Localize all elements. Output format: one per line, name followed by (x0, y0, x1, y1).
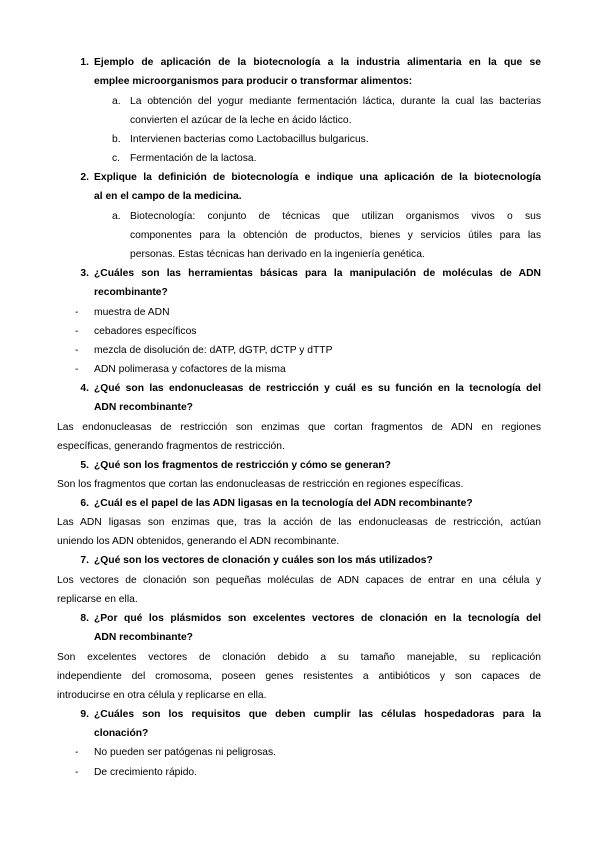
q3-item1-dash: - (75, 307, 79, 318)
q3-item3-dash: - (75, 345, 79, 356)
q6-answer-line1: Las ADN ligasas son enzimas que, tras la acción de las endonucleasas de restricción, actúan (57, 517, 541, 528)
q8-answer-line2: independiente del cromosoma, poseen genes resistentes a antibióticos y son capaces de (57, 671, 541, 682)
q3-title-line1: ¿Cuáles son las herramientas básicas para la manipulación de moléculas de ADN (94, 268, 541, 279)
q5-number: 5. (80, 460, 89, 471)
q3-item2-dash: - (75, 326, 79, 337)
q1-answer-c-line1: Fermentación de la lactosa. (130, 153, 257, 164)
q1-answer-a-line2: convierten el azúcar de la leche en ácido láctico. (130, 115, 352, 126)
q1-title-line2: emplee microorganismos para producir o transformar alimentos: (94, 76, 413, 87)
q2-answer-a-marker: a. (112, 211, 121, 222)
q8-number: 8. (80, 613, 89, 624)
q8-answer-line1: Son excelentes vectores de clonación debido a su tamaño manejable, su replicación (57, 652, 541, 663)
q2-answer-a-line3: personas. Estas técnicas han derivado en la ingeniería genética. (130, 249, 425, 260)
q1-number: 1. (80, 57, 89, 68)
q6-title-line1: ¿Cuál es el papel de las ADN ligasas en la tecnología del ADN recombinante? (94, 498, 473, 509)
q5-title-line1: ¿Qué son los fragmentos de restricción y cómo se generan? (94, 460, 391, 471)
q1-answer-a-marker: a. (112, 96, 121, 107)
q3-item2: cebadores específicos (94, 326, 197, 337)
q2-answer-a-line1: Biotecnología: conjunto de técnicas que utilizan organismos vivos o sus (130, 211, 541, 222)
q6-answer-line2: uniendo los ADN obtenidos, generando el ADN recombinante. (57, 536, 340, 547)
q1-answer-a-line1: La obtención del yogur mediante fermentación láctica, durante la cual las bacterias (130, 96, 541, 107)
q8-title-line1: ¿Por qué los plásmidos son excelentes vectores de clonación en la tecnología del (94, 613, 541, 624)
q7-number: 7. (80, 555, 89, 566)
q9-item1: No pueden ser patógenas ni peligrosas. (94, 747, 277, 758)
q9-title-line2: clonación? (94, 728, 149, 739)
q2-title-line1: Explique la definición de biotecnología e indique una aplicación de la biotecnología (94, 172, 541, 183)
q8-answer-line3: introducirse en otra célula y replicarse en ella. (57, 690, 267, 701)
q7-answer-line2: replicarse en ella. (57, 594, 138, 605)
q3-item4: ADN polimerasa y cofactores de la misma (94, 364, 286, 375)
q9-item1-dash: - (75, 747, 79, 758)
q2-title-line2: al en el campo de la medicina. (94, 191, 242, 202)
q1-answer-b-line1: Intervienen bacterias como Lactobacillus bulgaricus. (130, 134, 369, 145)
q9-number: 9. (80, 709, 89, 720)
q7-answer-line1: Los vectores de clonación son pequeñas moléculas de ADN capaces de entrar en una célula y (57, 575, 541, 586)
q2-number: 2. (80, 172, 89, 183)
q9-title-line1: ¿Cuáles son los requisitos que deben cumplir las células hospedadoras para la (94, 709, 541, 720)
q6-number: 6. (80, 498, 89, 509)
q7-title-line1: ¿Qué son los vectores de clonación y cuáles son los más utilizados? (94, 555, 433, 566)
q5-answer-line1: Son los fragmentos que cortan las endonucleasas de restricción en regiones específicas. (57, 479, 464, 490)
q9-item2-dash: - (75, 767, 79, 778)
q3-title-line2: recombinante? (94, 287, 168, 298)
q3-number: 3. (80, 268, 89, 279)
q1-answer-b-marker: b. (112, 134, 121, 145)
q9-item2: De crecimiento rápido. (94, 767, 198, 778)
q2-answer-a-line2: componentes para la obtención de productos, bienes y servicios útiles para las (130, 230, 541, 241)
q1-title-line1: Ejemplo de aplicación de la biotecnología a la industria alimentaria en la que se (94, 57, 541, 68)
q3-item1: muestra de ADN (94, 307, 170, 318)
q4-title-line2: ADN recombinante? (94, 402, 193, 413)
q4-answer-line1: Las endonucleasas de restricción son enzimas que cortan fragmentos de ADN en regiones (57, 422, 541, 433)
q8-title-line2: ADN recombinante? (94, 632, 193, 643)
q4-title-line1: ¿Qué son las endonucleasas de restricción y cuál es su función en la tecnología del (94, 383, 541, 394)
q3-item4-dash: - (75, 364, 79, 375)
q3-item3: mezcla de disolución de: dATP, dGTP, dCTP y dTTP (94, 345, 333, 356)
q4-answer-line2: específicas, generando fragmentos de restricción. (57, 441, 285, 452)
q1-answer-c-marker: c. (112, 153, 121, 164)
q4-number: 4. (80, 383, 89, 394)
